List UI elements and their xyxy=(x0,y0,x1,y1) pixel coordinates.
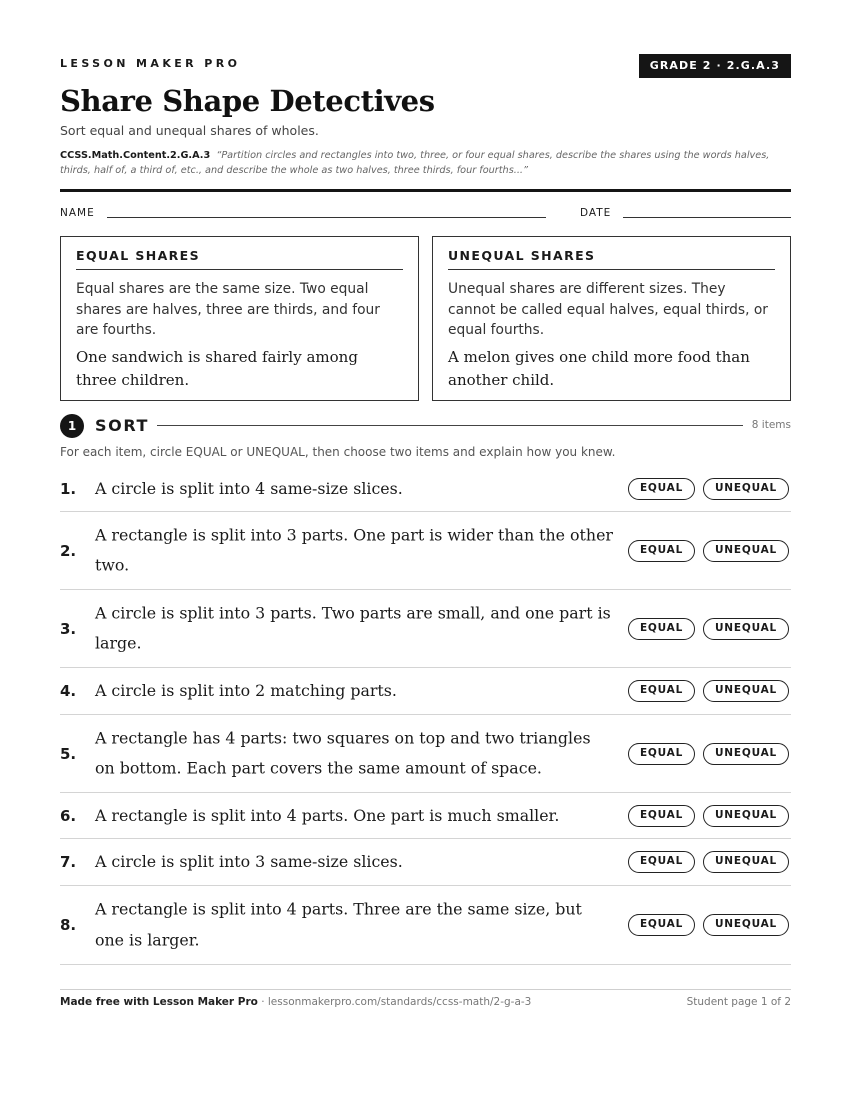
sort-item xyxy=(60,715,791,793)
sort-item xyxy=(60,886,791,965)
unequal-shares-definition: Unequal shares are different sizes. They cannot be called equal halves, equal thirds, or equal fourths. xyxy=(448,281,768,338)
section-title: SORT xyxy=(95,416,150,435)
unequal-choice[interactable]: UNEQUAL xyxy=(703,618,789,640)
sort-item xyxy=(60,590,791,668)
footer-divider xyxy=(60,989,791,990)
brand-name: LESSON MAKER PRO xyxy=(60,57,241,70)
item-text: A rectangle is split into 4 parts. Three are the same size, but one is larger. xyxy=(95,899,582,949)
choice-group xyxy=(628,540,789,562)
name-field[interactable] xyxy=(107,217,546,218)
item-number: 1. xyxy=(60,479,77,498)
standard-code: CCSS.Math.Content.2.G.A.3 xyxy=(60,150,211,161)
item-text: A circle is split into 4 same-size slices. xyxy=(95,478,403,498)
unequal-choice[interactable]: UNEQUAL xyxy=(703,851,789,873)
item-text: A circle is split into 2 matching parts. xyxy=(95,680,397,700)
header-divider xyxy=(60,189,791,192)
equal-choice[interactable]: EQUAL xyxy=(628,743,695,765)
standard-description xyxy=(60,148,791,178)
item-number: 5. xyxy=(60,744,77,763)
equal-shares-title: EQUAL SHARES xyxy=(76,248,403,270)
sort-item xyxy=(60,668,791,715)
item-text: A rectangle is split into 3 parts. One part is wider than the other two. xyxy=(95,525,613,575)
item-text: A circle is split into 3 same-size slices. xyxy=(95,851,403,871)
unequal-choice[interactable]: UNEQUAL xyxy=(703,805,789,827)
item-number: 8. xyxy=(60,916,77,934)
sort-item xyxy=(60,512,791,590)
equal-shares-example: One sandwich is shared fairly among three children. xyxy=(76,347,358,389)
section-instructions: For each item, circle EQUAL or UNEQUAL, then choose two items and explain how you knew. xyxy=(60,445,616,459)
choice-group xyxy=(628,914,789,936)
item-number: 3. xyxy=(60,619,77,638)
unequal-shares-box xyxy=(432,236,791,401)
equal-choice[interactable]: EQUAL xyxy=(628,805,695,827)
footer-url[interactable]: · lessonmakerpro.com/standards/ccss-math/2-g-a-3 xyxy=(257,996,532,1008)
equal-shares-box xyxy=(60,236,419,401)
unequal-shares-title: UNEQUAL SHARES xyxy=(448,248,775,270)
date-label: DATE xyxy=(580,207,612,219)
item-text: A rectangle has 4 parts: two squares on top and two triangles on bottom. Each part covers the same amount of space. xyxy=(95,728,591,778)
sort-item xyxy=(60,839,791,886)
sort-item xyxy=(60,466,791,512)
unequal-choice[interactable]: UNEQUAL xyxy=(703,914,789,936)
section-divider xyxy=(157,425,743,426)
unequal-choice[interactable]: UNEQUAL xyxy=(703,540,789,562)
item-number: 7. xyxy=(60,853,77,871)
equal-choice[interactable]: EQUAL xyxy=(628,680,695,702)
unequal-choice[interactable]: UNEQUAL xyxy=(703,743,789,765)
choice-group xyxy=(628,743,789,765)
unequal-choice[interactable]: UNEQUAL xyxy=(703,478,789,500)
equal-choice[interactable]: EQUAL xyxy=(628,478,695,500)
worksheet-title: Share Shape Detectives xyxy=(60,84,435,118)
equal-choice[interactable]: EQUAL xyxy=(628,540,695,562)
worksheet-page xyxy=(60,0,791,1100)
choice-group xyxy=(628,805,789,827)
section-item-count: 8 items xyxy=(751,419,791,431)
unequal-choice[interactable]: UNEQUAL xyxy=(703,680,789,702)
choice-group xyxy=(628,680,789,702)
standard-quote: “Partition circles and rectangles into two, three, or four equal shares, describe the shares using the words halves, thirds, half of, a third of, etc., and describe the whole as two halves, three thirds, four fourths...” xyxy=(60,150,770,176)
name-label: NAME xyxy=(60,207,95,219)
unequal-shares-example: A melon gives one child more food than another child. xyxy=(448,347,750,389)
choice-group xyxy=(628,851,789,873)
footer-credit xyxy=(60,996,531,1008)
equal-choice[interactable]: EQUAL xyxy=(628,618,695,640)
sort-item xyxy=(60,793,791,839)
choice-group xyxy=(628,478,789,500)
sort-item-list xyxy=(60,466,791,965)
item-number: 2. xyxy=(60,541,77,560)
worksheet-subtitle: Sort equal and unequal shares of wholes. xyxy=(60,123,319,138)
item-number: 4. xyxy=(60,682,77,700)
grade-badge: GRADE 2 · 2.G.A.3 xyxy=(639,54,791,78)
item-text: A rectangle is split into 4 parts. One part is much smaller. xyxy=(95,805,560,825)
choice-group xyxy=(628,618,789,640)
item-text: A circle is split into 3 parts. Two parts are small, and one part is large. xyxy=(95,603,611,653)
footer-page-number: Student page 1 of 2 xyxy=(686,996,791,1008)
equal-choice[interactable]: EQUAL xyxy=(628,851,695,873)
equal-shares-definition: Equal shares are the same size. Two equal shares are halves, three are thirds, and four are fourths. xyxy=(76,281,380,338)
section-number-badge: 1 xyxy=(60,414,84,438)
item-number: 6. xyxy=(60,806,77,825)
date-field[interactable] xyxy=(623,217,791,218)
equal-choice[interactable]: EQUAL xyxy=(628,914,695,936)
footer-made-with: Made free with Lesson Maker Pro xyxy=(60,996,258,1008)
